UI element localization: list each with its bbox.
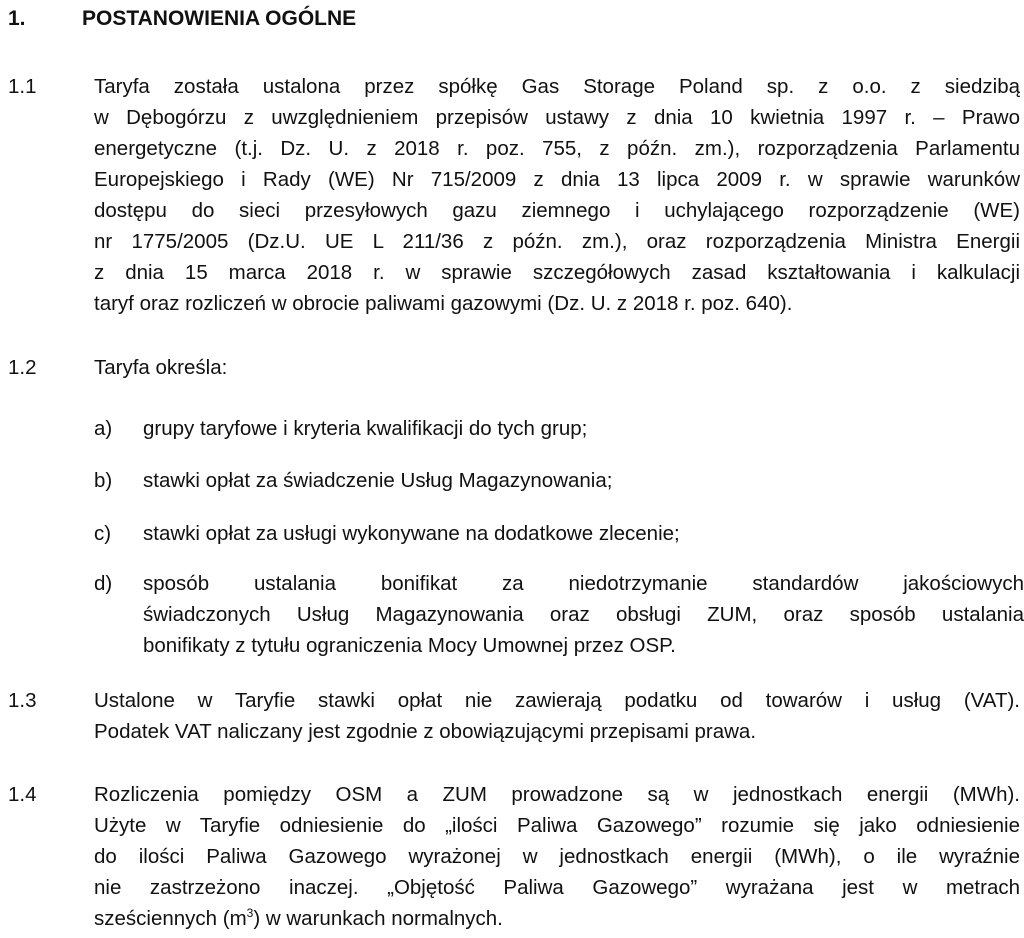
list-item-text xyxy=(143,413,1024,444)
text-fragment: ) w warunkach normalnych. xyxy=(253,907,503,930)
list-item-label: d) xyxy=(94,572,113,595)
text-fragment: sześciennych (m xyxy=(94,907,247,930)
text-line: grupy taryfowe i kryteria kwalifikacji do tych grup; xyxy=(143,417,588,440)
paragraph-number: 1.3 xyxy=(8,689,37,712)
section-title: POSTANOWIENIA OGÓLNE xyxy=(82,7,357,30)
section-number: 1. xyxy=(8,7,26,30)
text-line xyxy=(94,903,1020,934)
paragraph-number: 1.1 xyxy=(8,75,37,98)
text-line: dostępu do sieci przesyłowych gazu ziemnego i uchylającego rozporządzenie (WE) xyxy=(94,199,1020,222)
paragraph-number: 1.2 xyxy=(8,356,37,379)
paragraph-text xyxy=(94,71,1020,319)
superscript: 3 xyxy=(246,906,254,920)
text-line: stawki opłat za świadczenie Usług Magazynowania; xyxy=(143,469,613,492)
paragraph-text xyxy=(94,685,1020,747)
paragraph-text xyxy=(94,779,1020,934)
text-line: Rozliczenia pomiędzy OSM a ZUM prowadzone są w jednostkach energii (MWh). xyxy=(94,783,1020,806)
text-line: sposób ustalania bonifikat za niedotrzymanie standardów jakościowych xyxy=(143,572,1024,595)
text-line: bonifikaty z tytułu ograniczenia Mocy Umownej przez OSP. xyxy=(143,634,676,657)
paragraph-text xyxy=(94,352,1020,383)
list-item-label: b) xyxy=(94,469,113,492)
text-line: nie zastrzeżono inaczej. „Objętość Paliwa Gazowego” wyrażana jest w metrach xyxy=(94,876,1020,899)
text-line: nr 1775/2005 (Dz.U. UE L 211/36 z późn. zm.), oraz rozporządzenia Ministra Energii xyxy=(94,230,1020,253)
paragraph-number: 1.4 xyxy=(8,783,37,806)
section-heading xyxy=(8,4,356,34)
text-line: do ilości Paliwa Gazowego wyrażonej w jednostkach energii (MWh), o ile wyraźnie xyxy=(94,845,1020,868)
text-line: Taryfa określa: xyxy=(94,356,228,379)
list-item-label: c) xyxy=(94,522,112,545)
list-item-text xyxy=(143,568,1024,661)
text-line: Ustalone w Taryfie stawki opłat nie zawierają podatku od towarów i usług (VAT). xyxy=(94,689,1020,712)
text-line: energetyczne (t.j. Dz. U. z 2018 r. poz. 755, z późn. zm.), rozporządzenia Parlamentu xyxy=(94,137,1020,160)
text-line: Użyte w Taryfie odniesienie do „ilości Paliwa Gazowego” rozumie się jako odniesienie xyxy=(94,814,1020,837)
text-line: w Dębogórzu z uwzględnieniem przepisów ustawy z dnia 10 kwietnia 1997 r. – Prawo xyxy=(94,106,1020,129)
list-item-text xyxy=(143,518,1024,549)
text-line: taryf oraz rozliczeń w obrocie paliwami gazowymi (Dz. U. z 2018 r. poz. 640). xyxy=(94,292,793,315)
text-line: z dnia 15 marca 2018 r. w sprawie szczegółowych zasad kształtowania i kalkulacji xyxy=(94,261,1020,284)
text-line: stawki opłat za usługi wykonywane na dodatkowe zlecenie; xyxy=(143,522,680,545)
text-line: Podatek VAT naliczany jest zgodnie z obowiązującymi przepisami prawa. xyxy=(94,720,757,743)
list-item-text xyxy=(143,465,1024,496)
list-item-label: a) xyxy=(94,417,113,440)
text-line: Taryfa została ustalona przez spółkę Gas Storage Poland sp. z o.o. z siedzibą xyxy=(94,75,1020,98)
text-line: Europejskiego i Rady (WE) Nr 715/2009 z dnia 13 lipca 2009 r. w sprawie warunków xyxy=(94,168,1020,191)
text-line: świadczonych Usług Magazynowania oraz obsługi ZUM, oraz sposób ustalania xyxy=(143,603,1024,626)
